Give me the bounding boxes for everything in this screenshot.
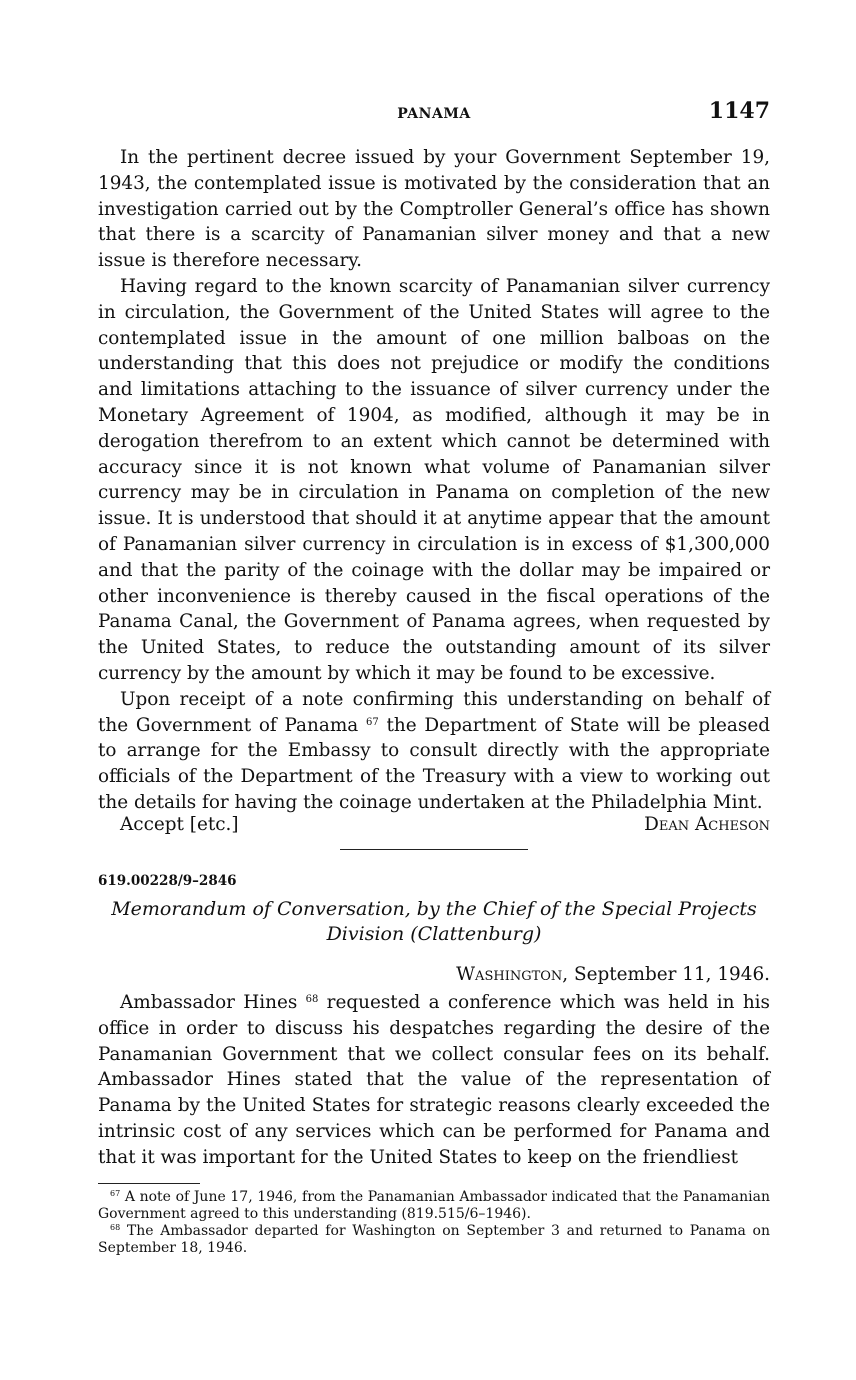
footnotes bbox=[98, 1189, 770, 1257]
memo-paragraph bbox=[98, 990, 770, 1171]
memo-text-b: requested a conference which was held in his office in order to discuss his despatches regarding the desire of the Panamanian Government that we collect consular fees on its behalf. Ambassador Hines stated that the value of the representation of Panama by the United States for strategic reasons clearly exceeded the intrinsic cost of any services which can be performed for Panama and that it was important for the United States to keep on the friendliest bbox=[98, 992, 770, 1168]
memo-title-line-2: Division (Clattenburg) bbox=[326, 923, 542, 945]
signature: Dean Acheson bbox=[644, 814, 770, 835]
memo-title bbox=[98, 897, 770, 947]
footnote-ref-68[interactable]: 68 bbox=[305, 994, 319, 1005]
footnote-68-number: 68 bbox=[110, 1223, 121, 1232]
memo-title-line-1: Memorandum of Conversation, by the Chief of the Special Projects bbox=[111, 898, 757, 920]
page-number: 1147 bbox=[708, 98, 770, 124]
letter-body bbox=[98, 145, 770, 816]
section-divider bbox=[340, 849, 528, 850]
footnote-68 bbox=[98, 1223, 770, 1257]
file-number: 619.00228/9–2846 bbox=[98, 873, 237, 889]
dateline bbox=[98, 964, 770, 985]
paragraph-2: Having regard to the known scarcity of Panamanian silver currency in circulation, the Government of the United States will agree to the contemplated issue in the amount of one million balboas on the understanding that this does not prejudice or modify the conditions and limitations attaching to the issuance of silver currency under the Monetary Agreement of 1904, as modified, although it may be in derogation therefrom to an extent which cannot be determined with accuracy since it is not known what volume of Panamanian silver currency may be in circulation in Panama on completion of the new issue. It is understood that should it at anytime appear that the amount of Panamanian silver currency in circulation is in excess of $1,300,000 and that the parity of the coinage with the dollar may be impaired or other inconvenience is thereby caused in the fiscal operations of the Panama Canal, the Government of Panama agrees, when requested by the United States, to reduce the outstanding amount of its silver currency by the amount by which it may be found to be excessive. bbox=[98, 275, 770, 684]
memo-text-a: Ambassador Hines bbox=[120, 992, 298, 1013]
footnote-rule bbox=[98, 1183, 200, 1184]
footnote-68-text: The Ambassador departed for Washington on September 3 and returned to Panama on September 18, 1946. bbox=[98, 1223, 770, 1256]
dateline-place: Washington bbox=[456, 964, 563, 985]
paragraph-3-text-a: Upon receipt of a note confirming this understanding on behalf of the Government of Panama bbox=[98, 688, 770, 736]
paragraph-3-text-b: the Department of State will be pleased to arrange for the Embassy to consult directly with the appropriate officials of the Department of the Treasury with a view to working out the details for having the coinage undertaken at the Philadelphia Mint. bbox=[98, 714, 770, 813]
paragraph-1: In the pertinent decree issued by your Government September 19, 1943, the contemplated issue is motivated by the consideration that an investigation carried out by the Comptroller General’s office has shown that there is a scarcity of Panamanian silver money and that a new issue is therefore necessary. bbox=[98, 147, 770, 272]
footnote-67-number: 67 bbox=[110, 1189, 121, 1198]
footnote-67-text: A note of June 17, 1946, from the Panamanian Ambassador indicated that the Panamanian Government agreed to this understanding (819.515/6–1946). bbox=[98, 1189, 770, 1222]
paragraph-3 bbox=[98, 687, 770, 816]
running-head-title: PANAMA bbox=[397, 106, 471, 122]
footnote-67 bbox=[98, 1189, 770, 1223]
footnote-ref-67[interactable]: 67 bbox=[365, 716, 379, 728]
closing-text: Accept [etc.] bbox=[120, 814, 239, 835]
running-head bbox=[98, 100, 770, 132]
memo-body bbox=[98, 990, 770, 1171]
dateline-date: , September 11, 1946. bbox=[562, 964, 770, 985]
closing bbox=[120, 814, 770, 835]
